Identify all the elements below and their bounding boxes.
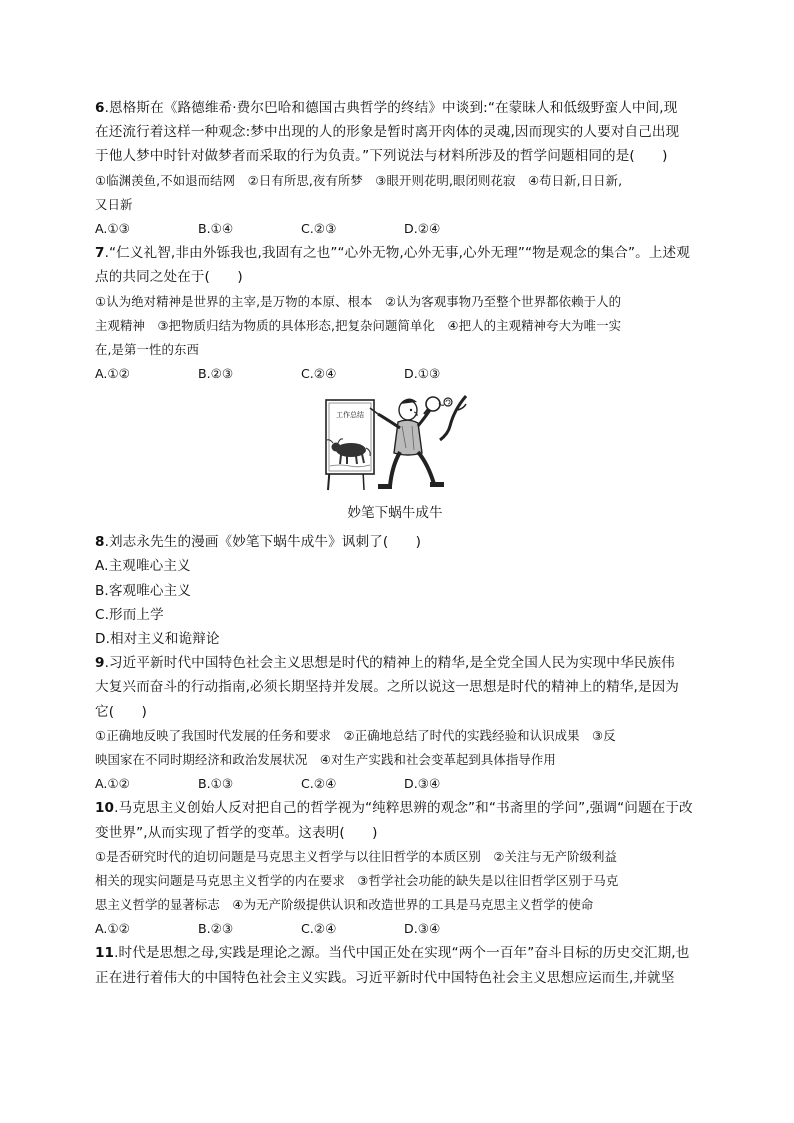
choice-d[interactable]: D.③④ [404, 776, 441, 792]
choice-c[interactable]: C.形而上学 [95, 606, 164, 623]
question-stem-line: 9.习近平新时代中国特色社会主义思想是时代的精神上的精华,是全党全国人民为实现中华民族伟 [95, 655, 675, 672]
choice-c[interactable]: C.②③ [301, 220, 337, 236]
question-stem-line: 点的共同之处在于( ) [95, 269, 243, 286]
choice-b[interactable]: B.①④ [198, 220, 234, 236]
statement-options-line: ①正确地反映了我国时代发展的任务和要求 ②正确地总结了时代的实践经验和认识成果 ③反 [95, 727, 616, 743]
choice-d[interactable]: D.③④ [404, 921, 441, 937]
statement-options-line: 思主义哲学的显著标志 ④为无产阶级提供认识和改造世界的工具是马克思主义哲学的使命 [95, 897, 594, 913]
question-stem-line: 它( ) [95, 703, 147, 720]
question-7 [95, 241, 695, 386]
choice-c[interactable]: C.②④ [301, 921, 337, 937]
figure-caption: 妙笔下蜗牛成牛 [347, 505, 443, 522]
statement-options-line: 相关的现实问题是马克思主义哲学的内在要求 ③哲学社会功能的缺失是以往旧哲学区别于马克 [95, 872, 619, 888]
choice-b[interactable]: B.①③ [198, 776, 234, 792]
question-8 [95, 530, 695, 651]
question-11 [95, 941, 695, 989]
statement-options-line: 映国家在不同时期经济和政治发展状况 ④对生产实践和社会变革起到具体指导作用 [95, 751, 556, 767]
question-stem-line: 6.恩格斯在《路德维希·费尔巴哈和德国古典哲学的终结》中谈到:“在蒙昧人和低级野蛮人中间,现 [95, 100, 678, 116]
question-stem-line: 7.“仁义礼智,非由外铄我也,我固有之也”“心外无物,心外无事,心外无理”“物是观念的集合”。上述观 [95, 245, 690, 262]
questions-column [95, 96, 695, 990]
choice-a[interactable]: A.①② [95, 776, 130, 792]
answer-choices [95, 217, 695, 241]
question-stem-line: 8.刘志永先生的漫画《妙笔下蜗牛成牛》讽刺了( ) [95, 534, 422, 551]
question-number: 10 [95, 800, 115, 817]
question-stem-line: 在还流行着这样一种观念:梦中出现的人的形象是暂时离开肉体的灵魂,因而现实的人要对自己出现 [95, 124, 680, 141]
statement-options-line: ①临渊羡鱼,不如退而结网 ②日有所思,夜有所梦 ③眼开则花明,眼闭则花寂 ④苟日新,日日新, [95, 172, 623, 188]
board-title: 工作总结 [336, 411, 364, 420]
statement-options-line: 在,是第一性的东西 [95, 341, 199, 357]
question-stem-line: 11.时代是思想之母,实践是理论之源。当代中国正处在实现“两个一百年”奋斗目标的历史交汇期,也 [95, 945, 690, 962]
choice-a[interactable]: A.①② [95, 921, 130, 937]
choice-d[interactable]: D.②④ [404, 220, 441, 236]
question-6 [95, 96, 695, 241]
statement-options-line: 又日新 [95, 196, 133, 212]
question-number: 9 [95, 655, 105, 672]
choice-d[interactable]: D.①③ [404, 366, 441, 382]
question-number: 8 [95, 534, 105, 551]
statement-options-line: ①是否研究时代的迫切问题是马克思主义哲学与以往旧哲学的本质区别 ②关注与无产阶级利益 [95, 848, 618, 864]
answer-choices [95, 772, 695, 796]
question-10 [95, 796, 695, 941]
cartoon-figure [95, 392, 695, 530]
question-stem-line: 大复兴而奋斗的行动指南,必须长期坚持并发展。之所以说这一思想是时代的精神上的精华,是因为 [95, 679, 679, 696]
question-stem-line: 于他人梦中时针对做梦者而采取的行为负责。”下列说法与材料所涉及的哲学问题相同的是( ) [95, 148, 668, 165]
choice-a[interactable]: A.①② [95, 366, 130, 382]
choice-a[interactable]: A.主观唯心主义 [95, 558, 191, 575]
answer-choices [95, 362, 695, 386]
answer-choices [95, 917, 695, 941]
choice-b[interactable]: B.②③ [198, 366, 234, 382]
question-stem-line: 正在进行着伟大的中国特色社会主义实践。习近平新时代中国特色社会主义思想应运而生,并就坚 [95, 969, 675, 986]
choice-c[interactable]: C.②④ [301, 366, 337, 382]
question-number: 11 [95, 945, 115, 962]
choice-b[interactable]: B.客观唯心主义 [95, 582, 192, 599]
question-9 [95, 651, 695, 796]
question-stem-line: 10.马克思主义创始人反对把自己的哲学视为“纯粹思辨的观念”和“书斋里的学问”,强调“问题在于改 [95, 800, 693, 817]
statement-options-line: 主观精神 ③把物质归结为物质的具体形态,把复杂问题简单化 ④把人的主观精神夸大为唯一实 [95, 317, 622, 333]
question-stem-line: 变世界”,从而实现了哲学的变革。这表明( ) [95, 824, 378, 841]
choice-a[interactable]: A.①③ [95, 220, 130, 236]
choice-c[interactable]: C.②④ [301, 776, 337, 792]
cartoon-illustration [320, 392, 470, 492]
choice-b[interactable]: B.②③ [198, 921, 234, 937]
question-number: 7 [95, 245, 105, 262]
question-number: 6 [95, 100, 105, 116]
choice-d[interactable]: D.相对主义和诡辩论 [95, 631, 220, 647]
statement-options-line: ①认为绝对精神是世界的主宰,是万物的本原、根本 ②认为客观事物乃至整个世界都依赖于人的 [95, 293, 622, 309]
